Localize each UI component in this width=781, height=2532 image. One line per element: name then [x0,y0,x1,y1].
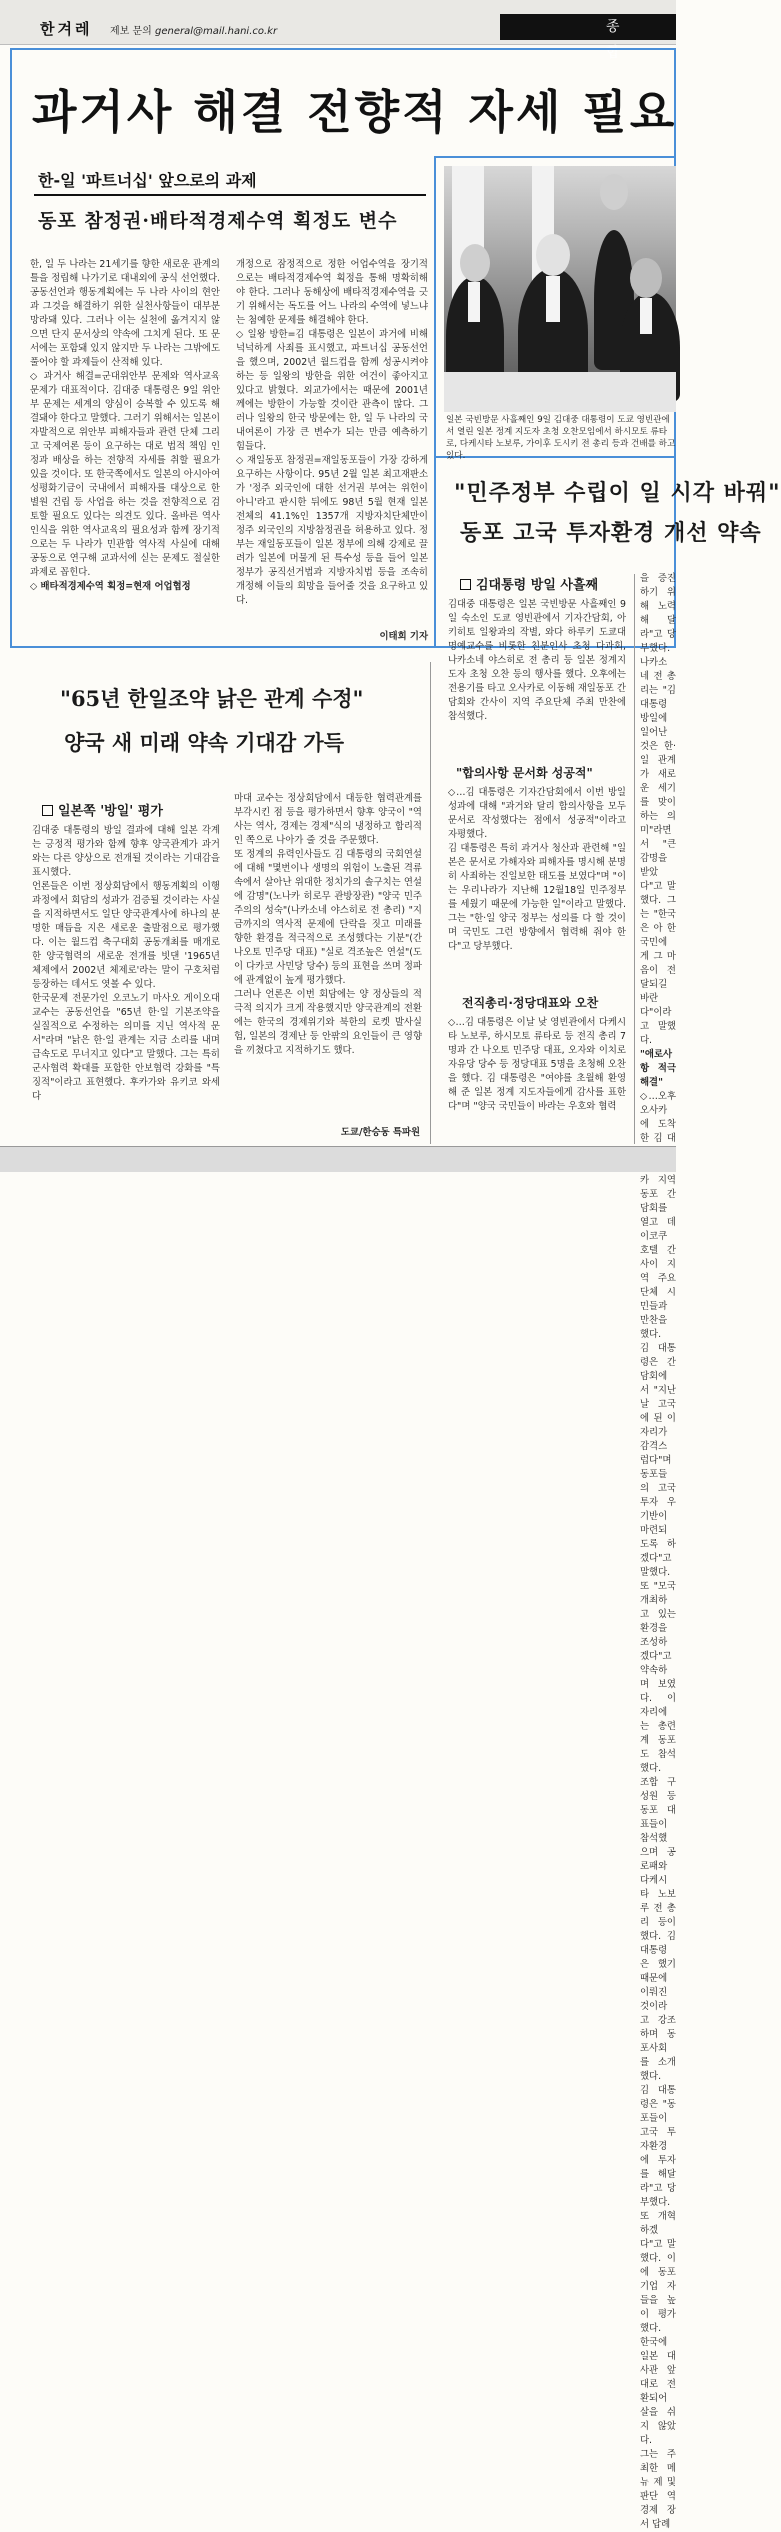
paragraph: 을 증진하기 위해 노력해 달라"고 당부했다. [640,573,676,654]
right-headline-line2: 동포 고국 투자환경 개선 약속 [460,520,762,546]
paragraph: ◇…김 대통령은 기자간담회에서 이번 방일 성과에 대해 "과거와 달리 합의사항을 모두 문서로 작성했다는 점에서 성공적"이라고 자평했다. [448,787,626,840]
article-divider [430,662,431,1144]
right-headline-line1: "민주정부 수립이 일 시각 바꿔" [454,480,781,506]
paragraph: ◇…김 대통령은 이날 낮 영빈관에서 다케시타 노보루, 하시모토 류타로 등 전직 총리 7명과 간 나오토 민주당 대표, 오자와 이치로 자유당 당수 등 정당대표 5명을 초청해 오찬을 했다. 김 대통령은 "여야를 초월해 환영해 준 일본 정계 지도자들에게 감사를 표한다"며 "양국 국민들이 바라는 우호와 협력 [448,1017,626,1112]
main-kicker: 한-일 '파트너십' 앞으로의 과제 [38,171,257,190]
right-column-1a [448,598,626,722]
main-byline: 이태희 기자 [379,631,428,642]
middle-byline: 도쿄/한승동 특파원 [340,1127,420,1138]
main-column-2 [236,258,428,630]
paragraph: ◇ 배타적경제수역 획정=현재 어업협정 [30,581,191,592]
middle-headline-line1: "65년 한일조약 낡은 관계 수정" [60,686,364,711]
paragraph: 마대 교수는 정상회담에서 대등한 협력관계를 부각시킨 점 등을 평가하면서 향후 양국이 "역사는 역사, 경제는 경제"식의 냉정하고 합리적인 쪽으로 나아가 줄 것을 주문했다. [234,793,422,846]
paragraph: ◇ 일왕 방한=김 대통령은 일본이 과거에 비해 넉넉하게 사죄를 표시했고, 파트너십 공동선언을 했으며, 2002년 월드컵을 함께 성공시켜야 하는 등 일왕의 방한을 위한 여건이 좋아지고 있다고 밝혔다. 외교가에서는 때문에 2001년께에는 방한이 가능할 것이란 관측이 많다. 그러나 일왕의 한국 방문에는 한, 일 두 나라의 국내여론이 가장 큰 변수가 되는 만큼 예측하기 힘들다. [236,329,428,452]
summit-photo [444,166,676,412]
right-column-1b [448,786,626,982]
main-headline: 과거사 해결 전향적 자세 필요 [32,85,678,139]
paragraph: ◇ 과거사 해결=군대위안부 문제와 역사교육 문제가 대표적이다. 김대중 대통령은 9일 위안부 문제는 세계의 양심이 승복할 수 있도록 해결돼야 한다고 말했다. 그러기 위해서는 일본이 자발적으로 위안부 피해자들과 관련 단체 그리고 국제여론 등이 요구하는 대로 법적 책임 인정과 배상을 하는 전향적 자세를 취할 필요가 있을 것이다. 또 한국쪽에서도 일본의 아시아여성평화기금이 국내에서 피해자를 대상으로 한 별원 건립 등 사업을 하는 것을 전향적으로 검토할 필요도 있다는 의견도 있다. 올바른 역사인식을 위한 역사교육의 필요성과 함께 장기적으로는 두 나라가 민관합 역사적 사실에 대해 공동으로 연구해 교과서에 싣는 문제도 절실한 과제로 꼽힌다. [30,371,220,578]
column-divider [634,574,635,1144]
right-column-2 [640,572,676,2530]
paragraph: 한국에 일본 대사관 앞 대로 전환되어 살을 쉬지 않았다. [640,2337,676,2446]
paragraph: 언론들은 이번 정상회담에서 행동계획의 이행과정에서 회담의 성과가 검증될 것이라는 사실을 지적하면서도 일단 양국관계사에 하나의 분명한 매듭을 지은 새로운 출발점으로 평가했다. 이는 월드컵 축구대회 공동개최를 매개로 한 양국협력의 새로운 전개를 빗댄 '1965년 체제에서 2002년 체제로'라는 말이 구호처럼 등장하는 데서도 엿볼 수 있다. [32,881,220,990]
right-subhead-2: "합의사항 문서화 성공적" [456,766,593,780]
right-column-1c [448,1016,626,1144]
right-subhead: 김대통령 방일 사흘째 [460,574,598,593]
paragraph: 김 대통령은 "동포들이 고국 투자환경에 투자를 해달라"고 당부했다. 또 개혁하겠다"고 말했다. 이에 동포 기업 자들을 높이 평가했다. [640,2085,676,2334]
middle-column-1 [32,824,220,1142]
paragraph: 김대중 대통령의 방일 결과에 대해 일본 각계는 긍정적 평가와 함께 향후 양국관계가 과거와는 다른 양상으로 전개될 것이라는 기대감을 표시했다. [32,825,220,878]
middle-column-2 [234,792,422,1122]
square-bullet-icon [42,805,53,816]
tip-email: general@mail.hani.co.kr [155,26,278,37]
paragraph: 한, 일 두 나라는 21세기를 향한 새로운 관계의 틀을 정립해 나가기로 대내외에 공식 선언했다. 공동선언과 행동계획에는 두 나라 사이의 현안과 그것을 해결하기 위한 실천사항들이 대부분 망라돼 있다. 그러나 이는 실천에 옮겨지지 않으면 단지 문서상의 약속에 그치게 된다. 또 문서에는 포함돼 있지 않지만 두 나라는 그밖에도 풀어야 할 과제들이 산적해 있다. [30,259,220,368]
paragraph: 개정으로 잠정적으로 정한 어업수역을 장기적으로는 배타적경제수역 획정을 통해 명확히해야 한다. 그러나 동해상에 배타적경제수역을 긋기 위해서는 독도를 어느 나라의 수역에 넣느냐는 첨예한 문제를 해결해야 한다. [236,259,428,326]
kicker-rule [34,194,426,196]
paragraph: 김 대통령은 특히 과거사 청산과 관련해 "일본은 문서로 가해자와 피해자를 명시해 분명히 사죄하는 진일보한 태도를 보였다"며 "이는 우리나라가 지난해 12월18일 민주정부를 세웠기 때문에 가능한 일"이라고 말했다. 그는 "한·일 양국 정부는 성의를 다 할 것이며 국민도 그런 방향에서 협력해 줘야 한다"고 당부했다. [448,843,626,952]
square-bullet-icon [460,579,471,590]
middle-subhead: 일본쪽 '방일' 평가 [42,800,163,819]
bottom-ad-strip [0,1146,676,1172]
paragraph: 김대중 대통령은 일본 국빈방문 사흘째인 9일 숙소인 도쿄 영빈관에서 기자간담회, 아키히토 일왕과의 작별, 와다 하루키 도쿄대 명예교수를 비롯한 친분인사 초청 다과회, 나카소네 야스히로 전 총리 등 일본 정계지도자 초청 오찬 등의 행사를 했다. 오후에는 전용기를 타고 오사카로 이동해 재일동포 간담회와 간사이 지역 주요단체 주최 만찬에 참석했다. [448,599,626,722]
paragraph: ◇ 재일동포 참정권=재일동포들이 가장 강하게 요구하는 사항이다. 95년 2월 일본 최고재판소가 '정주 외국인에 대한 선거권 부여는 위헌이 아니'라고 판시한 뒤에도 98년 5월 현재 일본 전체의 41.1%인 1357개 지방자치단체만이 정주 외국인의 지방참정권을 허용하고 있다. 정부는 재일동포들이 일본 정부에 의해 강제로 끌려가 일본에 머물게 된 특수성 등을 들어 일본 정부가 공직선거법과 지방자치법 등을 조속히 개정해 이들의 희망을 들어줄 것을 요구하고 있다. [236,455,428,606]
paragraph: ◇…오후 오사카에 도착한 김 대 카 지역 동포 간담회를 열고 데이코쿠 호텔 간사이 지역 주요단체 시민들과 만찬을 했다. [640,1091,676,1340]
paragraph: 또 정계의 유력인사들도 김 대통령의 국회연설에 대해 "몇번이나 생명의 위험이 노출된 격류 속에서 살아난 위대한 정치가의 솔구치는 연설에 감명"(노나카 히로무 관방장관) "양국 민주주의의 성숙"(나카소네 야스히로 전 총리) "지금까지의 역사적 문제에 단락을 짓고 미래를 향한 환경을 적극적으로 조성했다는 기분"(간 나오토 민주당 대표) "실로 격조높은 연설"(도이 다카코 사민당 당수) 등의 표현을 쓰며 정파에 관계없이 높게 평가했다. [234,849,422,986]
main-subheadline: 동포 참정권·배타적경제수역 획정도 변수 [38,210,398,232]
paragraph: 조합 구성원 등 동포 대표들이 참석했으며 공로패와 다케시타 노보루 전 총리 등이 했다. 김 대통령은 했기 때문에 이뤄진 것이라고 강조하며 동포사회를 소개했다. [640,1777,676,2082]
main-column-1 [30,258,220,644]
middle-headline-line2: 양국 새 미래 약속 기대감 가득 [64,730,344,755]
paragraph: 김 대통령은 간담회에서 "지난날 고국에 된 이 자리가 감격스럽다"며 동포들의 고국투자 우 기반이 마련되도록 하겠다"고 말했다. 또 "모국 개최하고 있는 환경을 조성하겠다"고 약속하며 보였다. 이 자리에는 총련계 동포도 참석했다. [640,1343,676,1774]
paragraph: "애로사항 적극해결" [640,1049,676,1088]
photo-caption: 일본 국빈방문 사흘째인 9일 김대중 대통령이 도쿄 영빈관에서 열린 일본 정계 지도자 초청 오찬모임에서 하시모토 류타로, 다케시타 노보루, 가이후 도시키 전 총리 등과 건배를 하고 있다. [446,415,676,461]
paragraph: 한국문제 전문가인 오코노기 마사오 게이오대 교수는 공동선언을 "65년 한·일 기본조약을 실질적으로 수정하는 의미를 지닌 역사적 문서"라며 "낡은 한·일 관계는 지금 소리를 내며 급속도로 무너지고 있다"고 말했다. 그는 특히 군사협력 확대를 포함한 안보협력 강화를 "특징적"이라고 표현했다. 후카가와 유키코 와세다 [32,993,220,1102]
paragraph: 나카소네 전 총리는 "김 대통령 방일에 일어난 것은 한·일 관계가 새로운 세기를 맞이하는 의미"라면서 "큰 감명을 받았다"고 말했다. 그는 "한국은 아 한국민에게 그 마음이 전달되길 바란다"이라고 말했다. [640,657,676,1046]
right-subhead-3: 전직총리·정당대표와 오찬 [462,996,599,1010]
tip-contact: 제보 문의 general@mail.hani.co.kr [110,26,278,37]
section-label: 종합 [500,14,676,40]
newspaper-logo: 한겨레 [40,20,93,38]
paragraph: 그러나 언론은 이번 회담에는 양 정상들의 적극적 의지가 크게 작용했지만 양국관계의 전환에는 한국의 경제위기와 북한의 로켓 발사실험, 일본의 경제난 등 안팎의 요인들이 큰 영향을 끼쳤다고 지적하기도 했다. [234,989,422,1056]
paragraph: 그는 주최한 메뉴 제 및 판단 역 경제 장서 답례 [640,2449,676,2530]
